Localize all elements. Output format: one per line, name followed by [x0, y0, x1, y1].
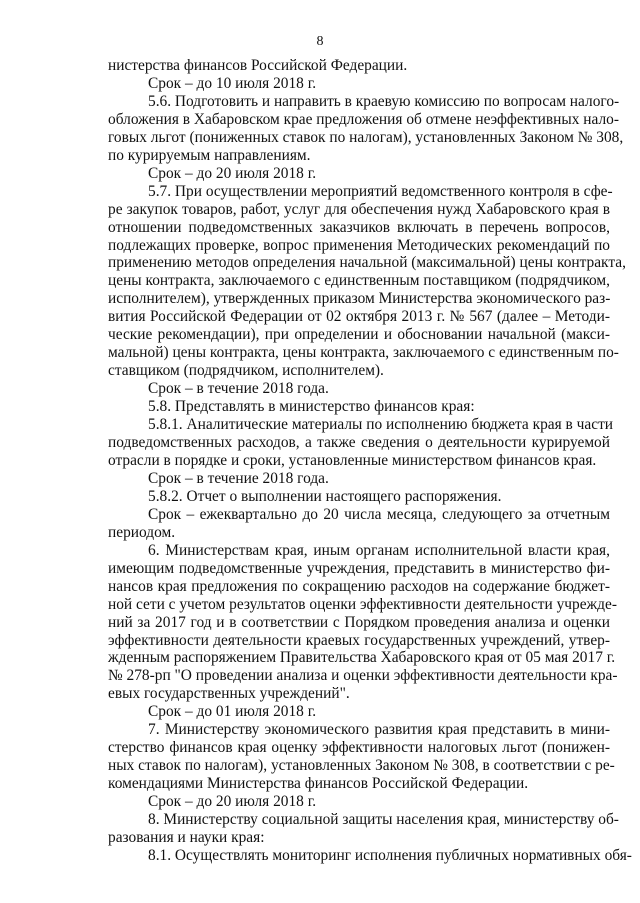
- text-line: комендациями Министерства финансов Российской Федерации.: [108, 775, 529, 793]
- text-line: Срок – до 01 июля 2018 г.: [148, 703, 317, 721]
- text-line: евых государственных учреждений".: [108, 685, 350, 703]
- text-line: Срок – в течение 2018 года.: [148, 469, 329, 487]
- text-line: цены контракта, заключаемого с единственным поставщиком (подрядчиком,: [108, 272, 610, 290]
- text-line: вития Российской Федерации от 02 октября 2013 г. № 567 (далее – Методи-: [108, 308, 610, 326]
- text-line: Срок – в течение 2018 года.: [148, 380, 329, 398]
- text-line: подведомственных расходов, а также сведения о деятельности курируемой: [108, 434, 610, 452]
- text-line: Срок – до 20 июля 2018 г.: [148, 793, 317, 811]
- text-line: ной сети с учетом результатов оценки эффективности деятельности учрежде-: [108, 595, 617, 613]
- text-line: ний за 2017 год и в соответствии с Порядком проведения анализа и оценки: [108, 613, 610, 631]
- text-line: 7. Министерству экономического развития края представить в мини-: [148, 721, 610, 739]
- text-line: имеющим подведомственные учреждения, представить в министерство фи-: [108, 559, 610, 577]
- text-line: ных ставок по налогам), установленных Законом № 308, в соответствии с ре-: [108, 757, 615, 775]
- text-line: 5.6. Подготовить и направить в краевую комиссию по вопросам налого-: [148, 92, 620, 110]
- text-line: эффективности деятельности краевых государственных учреждений, утвер-: [108, 631, 610, 649]
- text-line: 8.1. Осуществлять мониторинг исполнения публичных нормативных обя-: [148, 846, 632, 864]
- text-line: обложения в Хабаровском крае предложения об отмене неэффективных нало-: [108, 110, 619, 128]
- text-line: Срок – до 10 июля 2018 г.: [148, 74, 317, 92]
- text-line: 6. Министерствам края, иным органам исполнительной власти края,: [148, 541, 610, 559]
- text-line: стерство финансов края оценку эффективности налоговых льгот (понижен-: [108, 739, 610, 757]
- text-line: ческие рекомендации), при определении и обосновании начальной (макси-: [108, 326, 610, 344]
- text-line: отрасли в порядке и сроки, установленные министерством финансов края.: [108, 451, 597, 469]
- text-line: мальной) цены контракта, цены контракта, заключаемого с единственным по-: [108, 344, 619, 362]
- text-line: № 278-рп "О проведении анализа и оценки эффективности деятельности кра-: [108, 667, 618, 685]
- text-line: по курируемым направлениям.: [108, 146, 311, 164]
- text-line: 5.7. При осуществлении мероприятий ведомственного контроля в сфе-: [148, 182, 613, 200]
- text-line: 8. Министерству социальной защиты населения края, министерству об-: [148, 811, 619, 829]
- text-line: жденным распоряжением Правительства Хабаровского края от 05 мая 2017 г.: [108, 649, 616, 667]
- text-line: 5.8. Представлять в министерство финансов края:: [148, 398, 475, 416]
- text-line: применению методов определения начальной (максимальной) цены контракта,: [108, 254, 626, 272]
- text-line: ре закупок товаров, работ, услуг для обеспечения нужд Хабаровского края в: [108, 200, 610, 218]
- text-line: подлежащих проверке, вопрос применения Методических рекомендаций по: [108, 236, 610, 254]
- text-line: 5.8.1. Аналитические материалы по исполнению бюджета края в части: [148, 416, 614, 434]
- text-line: 5.8.2. Отчет о выполнении настоящего распоряжения.: [148, 487, 502, 505]
- text-line: Срок – до 20 июля 2018 г.: [148, 164, 317, 182]
- text-line: говых льгот (пониженных ставок по налогам), установленных Законом № 308,: [108, 128, 624, 146]
- text-line: периодом.: [108, 523, 176, 541]
- page-number: 8: [316, 34, 324, 49]
- text-line: отношении подведомственных заказчиков включать в перечень вопросов,: [108, 218, 610, 236]
- text-line: ставщиком (подрядчиком, исполнителем).: [108, 362, 384, 380]
- text-line: разования и науки края:: [108, 828, 265, 846]
- text-line: исполнителем), утвержденных приказом Министерства экономического раз-: [108, 290, 611, 308]
- document-body: [108, 57, 632, 865]
- text-line: нансов края предложения по сокращению расходов на содержание бюджет-: [108, 577, 610, 595]
- text-line: нистерства финансов Российской Федерации.: [108, 57, 408, 74]
- text-line: Срок – ежеквартально до 20 числа месяца, следующего за отчетным: [148, 505, 610, 523]
